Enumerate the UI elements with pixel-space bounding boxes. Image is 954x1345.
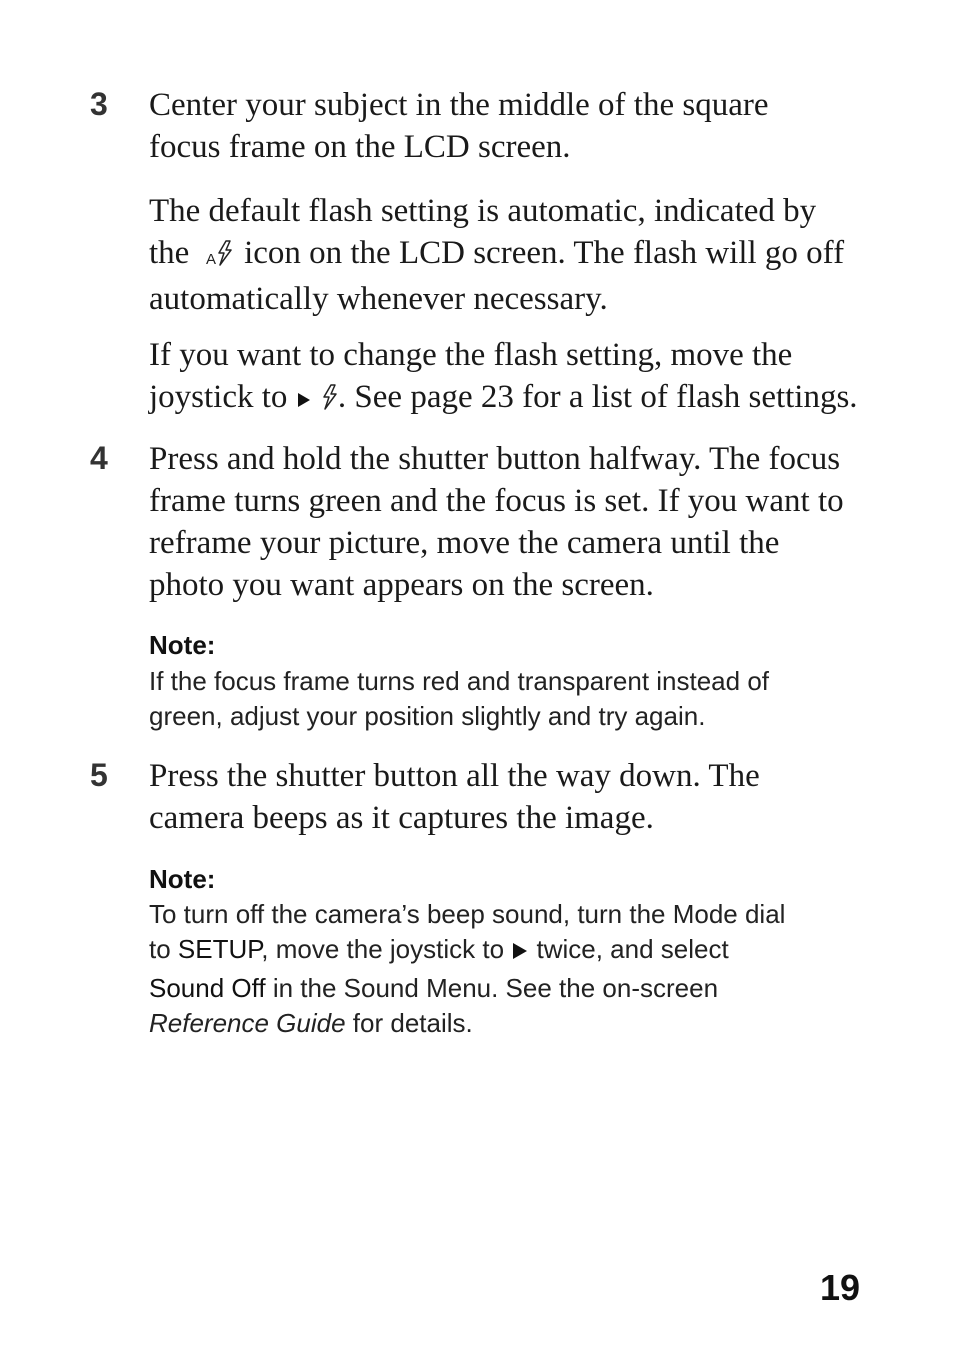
note-5-line-3 <box>149 971 879 1006</box>
note-5-line-1: To turn off the camera’s beep sound, turn the Mode dial <box>149 899 786 929</box>
step-3-line-2: focus frame on the LCD screen. <box>149 129 571 165</box>
note-label-step-5: Note: <box>149 864 216 894</box>
step-4-line-4: photo you want appears on the screen. <box>149 567 654 603</box>
note-5-text-twice: twice, and select <box>536 934 729 964</box>
flash-change-paragraph <box>149 334 879 422</box>
note-label-step-4: Note: <box>149 630 216 660</box>
flash-default-line-1: The default flash setting is automatic, indicated by <box>149 193 817 229</box>
note-body-step-5 <box>149 897 879 1041</box>
flash-change-text-b: . See page 23 for a list of flash settings. <box>337 379 858 415</box>
step-4-line-2: frame turns green and the focus is set. If you want to <box>149 483 844 519</box>
step-5-line-2: camera beeps as it captures the image. <box>149 800 654 836</box>
svg-text:A: A <box>205 251 216 267</box>
flash-default-text-a: the <box>149 235 190 271</box>
flash-change-text-a: joystick to <box>149 379 288 415</box>
step-5-line-1: Press the shutter button all the way down. The <box>149 758 760 794</box>
note-body-step-4 <box>149 664 879 734</box>
step-3-instruction <box>149 84 879 168</box>
step-4-line-1: Press and hold the shutter button halfway. The focus <box>149 441 841 477</box>
flash-default-text-b: icon on the LCD screen. The flash will go off <box>244 235 845 271</box>
setup-term: SETUP <box>177 934 262 964</box>
step-number-4: 4 <box>90 440 108 476</box>
flash-change-line-2 <box>149 376 879 422</box>
note-4-line-2: green, adjust your position slightly and try again. <box>149 701 706 731</box>
flash-change-line-1: If you want to change the flash setting, move the <box>149 337 793 373</box>
flash-icon <box>320 380 338 422</box>
step-4-instruction <box>149 438 879 606</box>
right-arrow-icon <box>511 936 529 971</box>
note-5-line-4 <box>149 1006 879 1041</box>
page-number: 19 <box>819 1267 860 1308</box>
note-5-text-sound-menu: in the Sound Menu. See the on-screen <box>272 973 719 1003</box>
step-number-3: 3 <box>90 86 108 122</box>
reference-guide-term: Reference Guide <box>149 1008 346 1038</box>
sound-off-term: Sound Off <box>149 973 266 1003</box>
step-number-5: 5 <box>90 757 108 793</box>
step-5-instruction <box>149 755 879 839</box>
auto-flash-icon <box>206 236 236 278</box>
right-arrow-icon <box>296 380 312 422</box>
note-5-text-to: to <box>149 934 171 964</box>
flash-default-line-2 <box>149 232 879 278</box>
note-5-line-2 <box>149 932 879 971</box>
step-3-line-1: Center your subject in the middle of the square <box>149 87 769 123</box>
flash-default-paragraph <box>149 190 879 320</box>
note-4-line-1: If the focus frame turns red and transparent instead of <box>149 666 770 696</box>
flash-default-line-3: automatically whenever necessary. <box>149 281 608 317</box>
note-5-text-joystick: , move the joystick to <box>261 934 505 964</box>
note-5-text-details: for details. <box>352 1008 473 1038</box>
step-4-line-3: reframe your picture, move the camera until the <box>149 525 780 561</box>
